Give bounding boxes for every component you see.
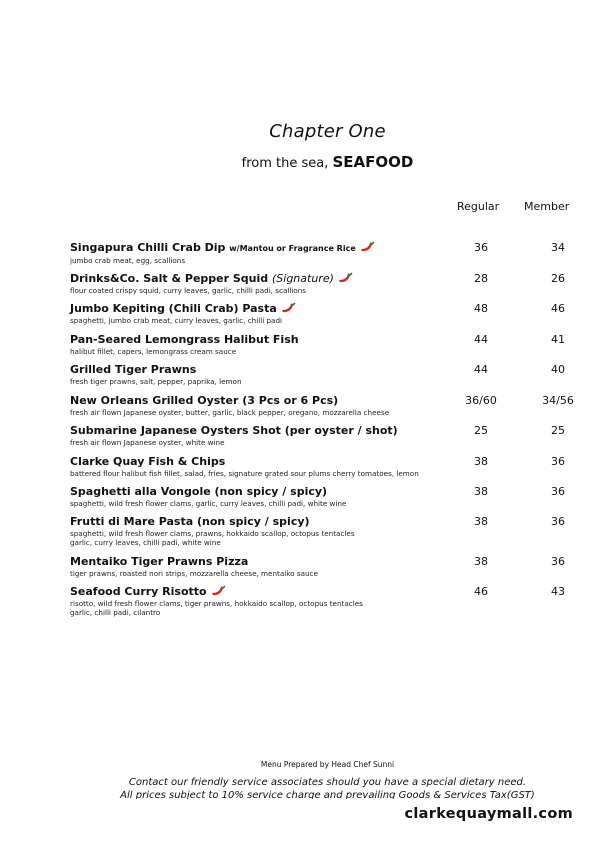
item-description: halibut fillet, capers, lemongrass cream sauce bbox=[70, 347, 237, 356]
item-title: Grilled Tiger Prawns bbox=[70, 363, 197, 376]
item-title: New Orleans Grilled Oyster (3 Pcs or 6 Pcs) bbox=[70, 394, 339, 407]
member-price: 36 bbox=[551, 485, 565, 498]
regular-price: 48 bbox=[474, 302, 488, 315]
member-price: 43 bbox=[551, 585, 565, 598]
chili-pepper-icon bbox=[359, 241, 375, 253]
item-description: fresh tiger prawns, salt, pepper, paprika, lemon bbox=[70, 377, 242, 386]
menu-item bbox=[70, 302, 565, 325]
member-price: 36 bbox=[551, 555, 565, 568]
item-description: risotto, wild fresh flower clams, tiger prawns, hokkaido scallop, octopus tentacles bbox=[70, 599, 363, 608]
item-title: Seafood Curry Risotto bbox=[70, 585, 207, 598]
item-title: Singapura Chilli Crab Dip bbox=[70, 241, 226, 254]
column-header-member: Member bbox=[524, 200, 570, 213]
member-price: 25 bbox=[551, 424, 565, 437]
member-price: 46 bbox=[551, 302, 565, 315]
member-price: 41 bbox=[551, 333, 565, 346]
chili-pepper-icon bbox=[280, 302, 296, 314]
regular-price: 25 bbox=[474, 424, 488, 437]
item-description: spaghetti, jumbo crab meat, curry leaves, garlic, chilli padi bbox=[70, 316, 283, 325]
item-description: flour coated crispy squid, curry leaves, garlic, chilli padi, scallions bbox=[70, 286, 307, 295]
menu-item bbox=[70, 272, 565, 295]
menu-item bbox=[70, 241, 565, 265]
chili-pepper-icon bbox=[210, 585, 226, 597]
menu-item bbox=[70, 455, 565, 478]
column-header-regular: Regular bbox=[457, 200, 500, 213]
regular-price: 44 bbox=[474, 333, 488, 346]
item-title: Jumbo Kepiting (Chili Crab) Pasta bbox=[70, 302, 277, 315]
menu-item bbox=[70, 333, 565, 356]
item-description: fresh air flown Japanese oyster, white wine bbox=[70, 438, 225, 447]
regular-price: 36 bbox=[474, 241, 488, 254]
regular-price: 38 bbox=[474, 455, 488, 468]
item-description: fresh air flown Japanese oyster, butter, garlic, black pepper, oregano, mozzarella cheese bbox=[70, 408, 390, 417]
item-title: Mentaiko Tiger Prawns Pizza bbox=[70, 555, 249, 568]
regular-price: 44 bbox=[474, 363, 488, 376]
item-description: garlic, chilli padi, cilantro bbox=[70, 608, 161, 618]
regular-price: 38 bbox=[474, 515, 488, 528]
menu-item bbox=[70, 585, 565, 618]
item-title: Submarine Japanese Oysters Shot (per oyster / shot) bbox=[70, 424, 398, 437]
item-title: Drinks&Co. Salt & Pepper Squid bbox=[70, 272, 269, 285]
dietary-note: Contact our friendly service associates should you have a special dietary need. bbox=[128, 777, 527, 788]
item-description: battered flour halibut fish fillet, salad, fries, signature grated sour plums cherry tomatoes, lemon bbox=[70, 469, 419, 478]
item-description: spaghetti, wild fresh flower clams, garlic, curry leaves, chilli padi, white wine bbox=[70, 499, 347, 508]
chef-credit: Menu Prepared by Head Chef Sunni bbox=[260, 760, 395, 769]
menu-item bbox=[70, 515, 565, 548]
signature-tag: (Signature) bbox=[271, 272, 334, 285]
item-description: garlic, curry leaves, chilli padi, white wine bbox=[70, 538, 221, 548]
chili-pepper-icon bbox=[337, 272, 353, 284]
item-description: tiger prawns, roasted nori strips, mozzarella cheese, mentaiko sauce bbox=[70, 569, 318, 578]
menu-item bbox=[70, 363, 565, 386]
member-price: 36 bbox=[551, 455, 565, 468]
subtitle-bold: SEAFOOD bbox=[332, 153, 414, 171]
member-price: 36 bbox=[551, 515, 565, 528]
member-price: 26 bbox=[551, 272, 565, 285]
item-title: Pan-Seared Lemongrass Halibut Fish bbox=[70, 333, 299, 346]
menu-item bbox=[70, 424, 565, 447]
item-suffix: w/Mantou or Fragrance Rice bbox=[229, 244, 356, 253]
subtitle-prefix: from the sea, bbox=[241, 156, 329, 171]
item-description: spaghetti, wild fresh flower clams, prawns, hokkaido scallop, octopus tentacles bbox=[70, 529, 355, 538]
page-subtitle bbox=[0, 153, 595, 171]
regular-price: 46 bbox=[474, 585, 488, 598]
item-title: Spaghetti alla Vongole (non spicy / spicy) bbox=[70, 485, 328, 498]
menu-item bbox=[70, 555, 565, 578]
regular-price: 28 bbox=[474, 272, 488, 285]
member-price: 34 bbox=[551, 241, 565, 254]
member-price: 40 bbox=[551, 363, 565, 376]
menu-item bbox=[70, 394, 574, 417]
item-title: Clarke Quay Fish & Chips bbox=[70, 455, 226, 468]
menu-item bbox=[70, 485, 565, 508]
brand-watermark: clarkequaymall.com bbox=[404, 806, 573, 822]
regular-price: 36/60 bbox=[465, 394, 497, 407]
page-title: Chapter One bbox=[269, 121, 386, 142]
item-description: jumbo crab meat, egg, scallions bbox=[70, 256, 186, 265]
member-price: 34/56 bbox=[542, 394, 574, 407]
item-title: Frutti di Mare Pasta (non spicy / spicy) bbox=[70, 515, 310, 528]
regular-price: 38 bbox=[474, 555, 488, 568]
footer-note bbox=[0, 776, 595, 799]
tax-note: All prices subject to 10% service charge and prevailing Goods & Services Tax(GST) bbox=[120, 790, 535, 799]
regular-price: 38 bbox=[474, 485, 488, 498]
